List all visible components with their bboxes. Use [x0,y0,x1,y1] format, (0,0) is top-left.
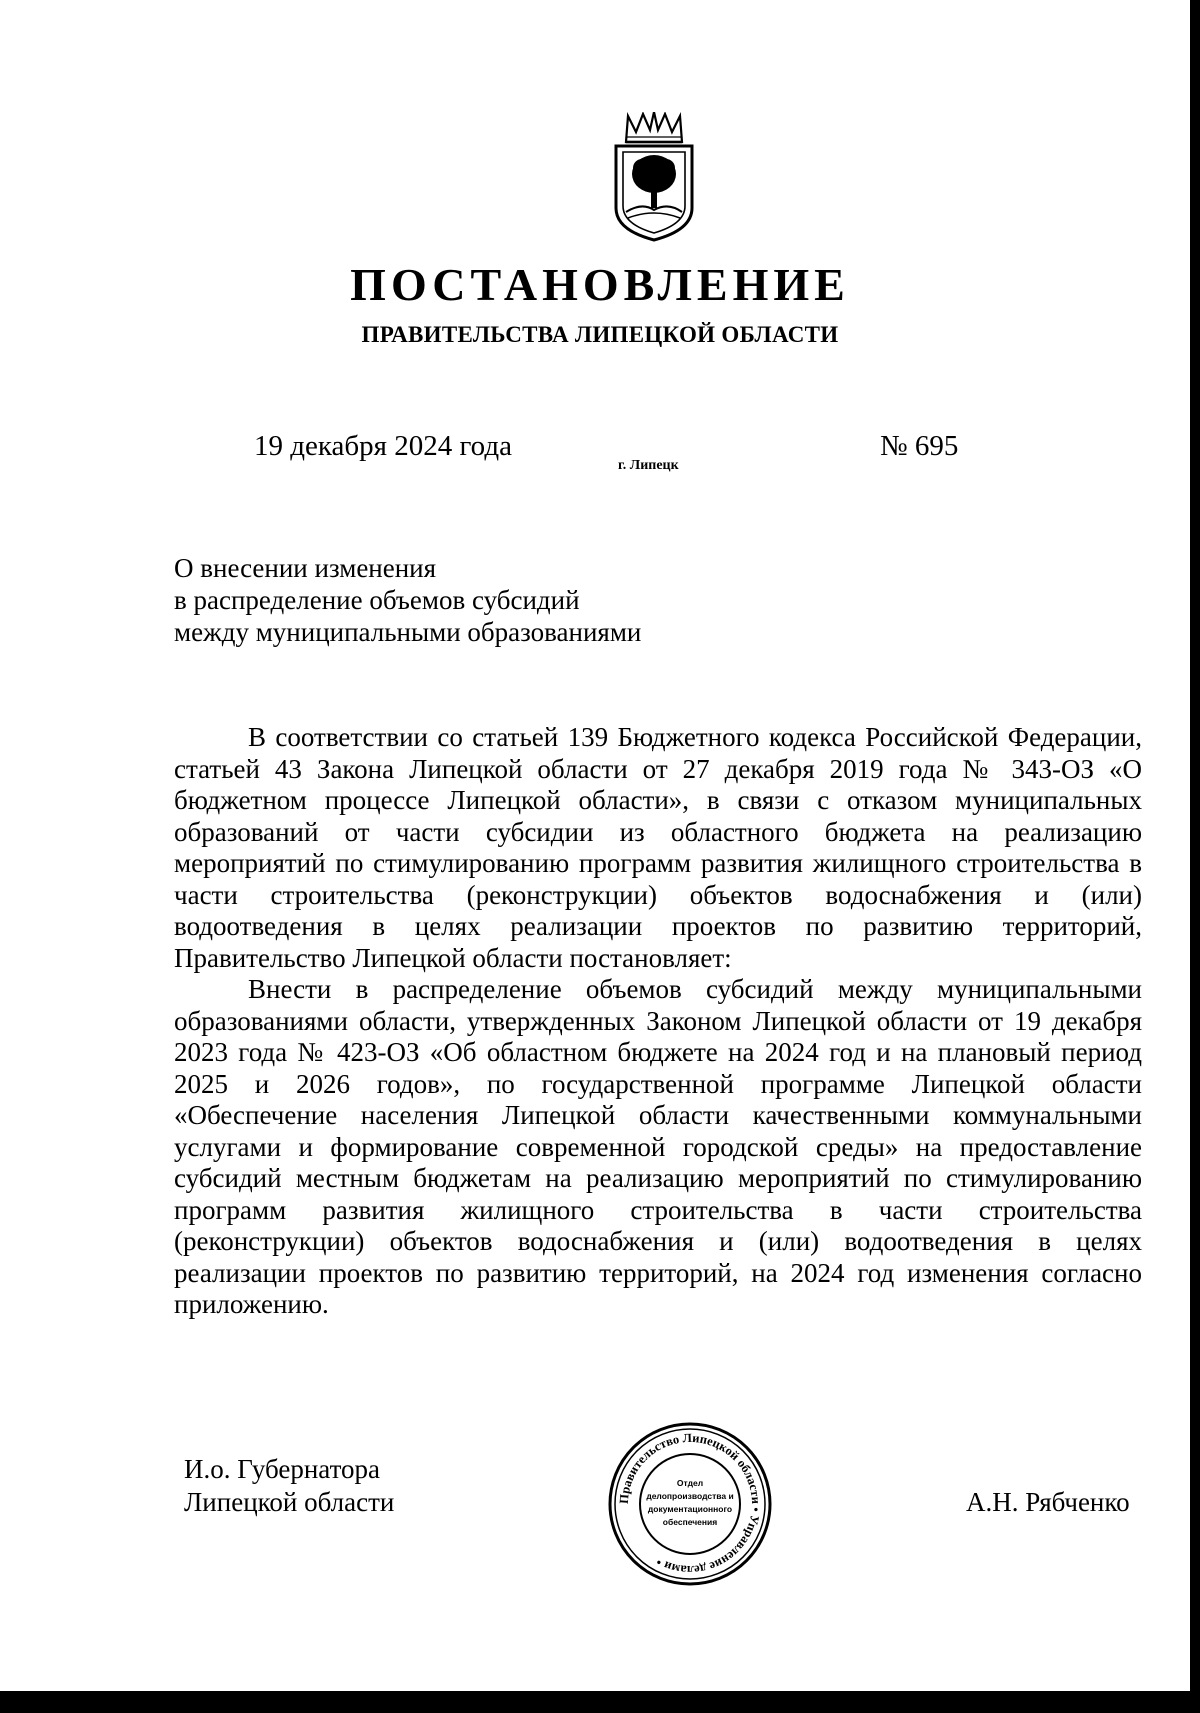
signatory-name: А.Н. Рябченко [966,1487,1130,1517]
document-city: г. Липецк [618,458,679,473]
seal-center-line: Отдел [676,1478,704,1488]
document-subject [174,552,641,648]
seal-ring-text: Правительство Липецкой области • Управление делами • [616,1430,764,1578]
seal-center-line: документационного [647,1504,733,1514]
document-body [174,722,1142,1321]
document-title: ПОСТАНОВЛЕНИЕ [350,259,850,310]
document-date: 19 декабря 2024 года [254,430,512,462]
subject-line: в распределение объемов субсидий [174,585,580,615]
subject-line: между муниципальными образованиями [174,617,642,647]
seal-center-line: делопроизводства и [646,1491,734,1501]
seal-center-line: обеспечения [662,1517,718,1527]
subject-line: О внесении изменения [174,553,437,583]
body-paragraph-preamble: В соответствии со статьей 139 Бюджетного кодекса Российской Федерации, статьей 43 Закона Липецкой области от 27 декабря 2019 года № 343-ОЗ «О бюджетном процессе Липецкой области», в связи с отказом муниципальных образований от части субсидии из областного бюджета на реализацию мероприятий по стимулированию программ развития жилищного строительства в части строительства (реконструкции) объектов водоснабжения и (или) водоотведения в целях реализации проектов по развитию территорий, Правительство Липецкой области постановляет: [174,722,1142,973]
signatory-title-line: Липецкой области [184,1487,395,1517]
signatory-title-line: И.о. Губернатора [184,1454,381,1484]
coat-of-arms-icon [612,112,696,242]
document-subtitle: ПРАВИТЕЛЬСТВА ЛИПЕЦКОЙ ОБЛАСТИ [361,322,839,347]
scan-border-bottom [0,1691,1200,1713]
body-paragraph-resolution: Внести в распределение объемов субсидий между муниципальными образованиями области, утвержденных Законом Липецкой области от 19 декабря 2023 года № 423-ОЗ «Об областном бюджете на 2024 год и на плановый период 2025 и 2026 годов», по государственной программе Липецкой области «Обеспечение населения Липецкой области качественными коммунальными услугами и формирование современной городской среды» на предоставление субсидий местным бюджетам на реализацию мероприятий по стимулированию программ развития жилищного строительства в части строительства (реконструкции) объектов водоснабжения и (или) водоотведения в целях реализации проектов по развитию территорий, на 2024 год изменения согласно приложению. [174,974,1142,1319]
official-seal-icon [606,1420,774,1588]
signatory-title [184,1453,394,1519]
document-number: № 695 [880,430,959,462]
scan-border-right [1190,0,1200,1713]
